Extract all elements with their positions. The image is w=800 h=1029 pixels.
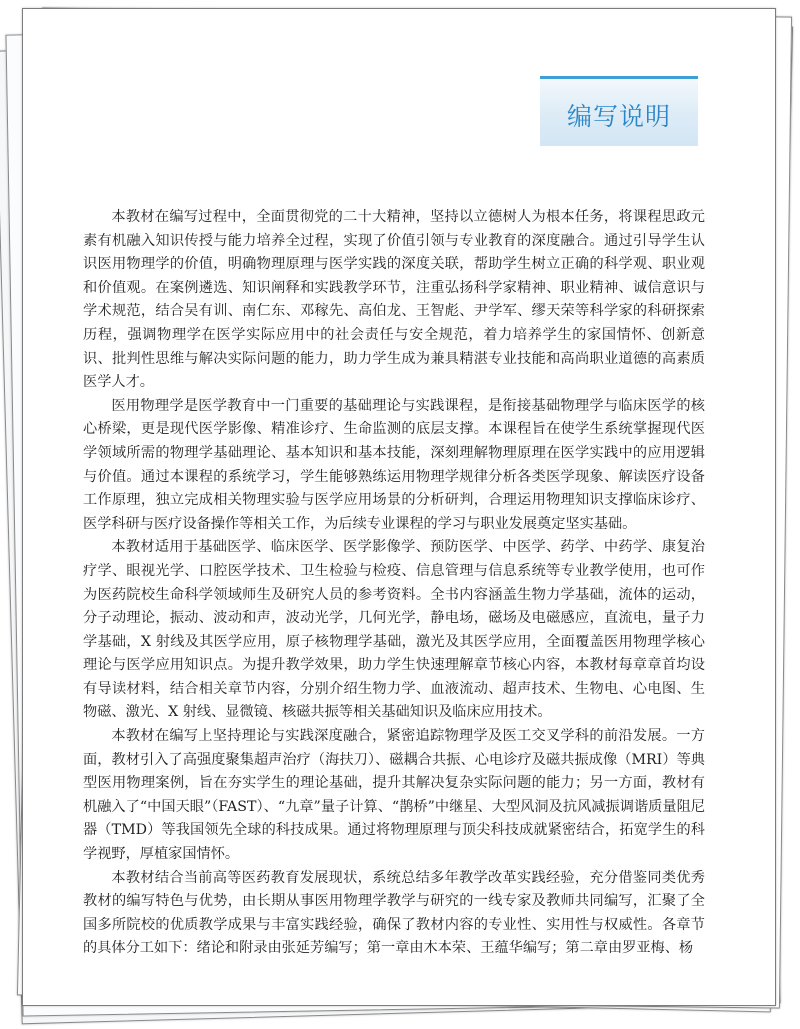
paragraph: 本教材适用于基础医学、临床医学、医学影像学、预防医学、中医学、药学、中药学、康复治疗学、眼视光学、口腔医学技术、卫生检验与检疫、信息管理与信息系统等专业教学使用，也可作为医药院校生命科学领域师生及研究人员的参考资料。全书内容涵盖生物力学基础，流体的运动，分子动理论，振动、波动和声，波动光学，几何光学，静电场，磁场及电磁感应，直流电，量子力学基础，X 射线及其医学应用，原子核物理学基础，激光及其医学应用，全面覆盖医用物理学核心理论与医学应用知识点。为提升教学效果，助力学生快速理解章节核心内容，本教材每章章首均设有导读材料，结合相关章节内容，分别介绍生物力学、血液流动、超声技术、生物电、心电图、生物磁、激光、X 射线、显微镜、核磁共振等相关基础知识及临床应用技术。 bbox=[83, 539, 705, 721]
paragraph: 本教材结合当前高等医药教育发展现状，系统总结多年教学改革实践经验，充分借鉴同类优秀教材的编写特色与优势，由长期从事医用物理学教学与研究的一线专家及教师共同编写，汇聚了全国多所院校的优质教学成果与丰富实践经验，确保了教材内容的专业性、实用性与权威性。各章节的具体分工如下：绪论和附录由张延芳编写；第一章由木本荣、王蕴华编写；第二章由罗亚梅、杨 bbox=[83, 869, 705, 957]
title-banner bbox=[540, 76, 698, 146]
paragraph: 本教材在编写上坚持理论与实践深度融合，紧密追踪物理学及医工交叉学科的前沿发展。一方面，教材引入了高强度聚集超声治疗（海扶刀）、磁耦合共振、心电诊疗及磁共振成像（MRI）等典型医用物理案例，旨在夯实学生的理论基础，提升其解决复杂实际问题的能力；另一方面，教材有机融入了“中国天眼”（FAST）、“九章”量子计算、“鹊桥”中继星、大型风洞及抗风减振调谐质量阻尼器（TMD）等我国领先全球的科技成果。通过将物理原理与顶尖科技成就紧密结合，拓宽学生的科学视野，厚植家国情怀。 bbox=[83, 728, 705, 863]
page-title: 编写说明 bbox=[566, 102, 671, 131]
paragraph: 本教材在编写过程中，全面贯彻党的二十大精神，坚持以立德树人为根本任务，将课程思政元素有机融入知识传授与能力培养全过程，实现了价值引领与专业教育的深度融合。通过引导学生认识医用物理学的价值，明确物理原理与医学实践的深度关联，帮助学生树立正确的科学观、职业观和价值观。在案例遴选、知识阐释和实践教学环节，注重弘扬科学家精神、职业精神、诚信意识与学术规范，结合吴有训、南仁东、邓稼先、高伯龙、王智彪、尹学军、缪天荣等科学家的科研探索历程，强调物理学在医学实际应用中的社会责任与安全规范，着力培养学生的家国情怀、创新意识、批判性思维与解决实际问题的能力，助力学生成为兼具精湛专业技能和高尚职业道德的高素质医学人才。 bbox=[83, 209, 705, 391]
body-text bbox=[83, 206, 705, 961]
paragraph: 医用物理学是医学教育中一门重要的基础理论与实践课程，是衔接基础物理学与临床医学的核心桥梁，更是现代医学影像、精准诊疗、生命监测的底层支撑。本课程旨在使学生系统掌握现代医学领域所需的物理学基础理论、基本知识和基本技能，深刻理解物理原理在医学实践中的应用逻辑与价值。通过本课程的系统学习，学生能够熟练运用物理学规律分析各类医学现象、解读医疗设备工作原理，独立完成相关物理实验与医学应用场景的分析研判，合理运用物理知识支撑临床诊疗、医学科研与医疗设备操作等相关工作，为后续专业课程的学习与职业发展奠定坚实基础。 bbox=[83, 397, 705, 532]
